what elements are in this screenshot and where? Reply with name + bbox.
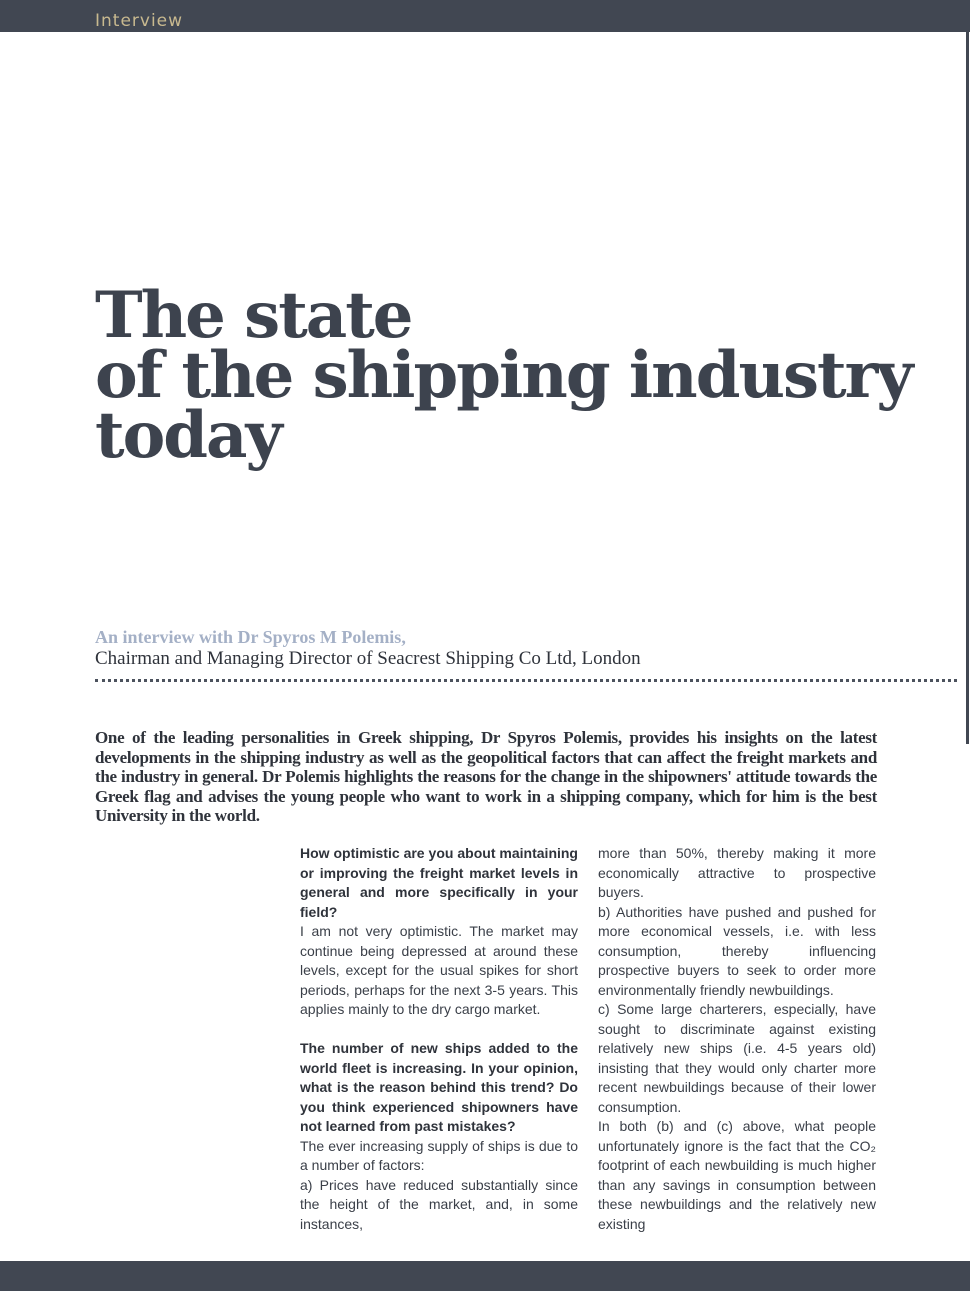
- body-column-2: [598, 844, 876, 1234]
- bottom-footer-bar: [0, 1261, 970, 1291]
- answer: a) Prices have reduced substantially since the height of the market, and, in some instances,: [300, 1176, 578, 1232]
- section-label: Interview: [95, 11, 184, 31]
- answer: In both (b) and (c) above, what people unfortunately ignore is the fact that the CO₂ footprint of each newbuilding is much higher than any savings in consumption between these newbuildings and the relatively new existing: [598, 1118, 876, 1232]
- answer: The ever increasing supply of ships is due to a number of factors:: [300, 1137, 578, 1173]
- question: The number of new ships added to the world fleet is increasing. In your opinion, what is the reason behind this trend? Do you think experienced shipowners have not learned from past mistakes?: [300, 1040, 578, 1134]
- answer: more than 50%, thereby making it more economically attractive to prospective buyers.: [598, 845, 876, 900]
- question: How optimistic are you about maintaining or improving the freight market levels in general and more specifically in your field?: [300, 845, 578, 920]
- right-edge-rule: [966, 32, 969, 744]
- answer: b) Authorities have pushed and pushed for more economical vessels, i.e. with less consumption, thereby influencing prospective buyers to seek to order more environmentally friendly newbuildings.: [598, 903, 876, 998]
- dotted-divider: [95, 679, 957, 682]
- article-title: [95, 278, 912, 473]
- answer: c) Some large charterers, especially, have sought to discriminate against existing relatively new ships (i.e. 4-5 years old) insisting that they would only charter more recent newbuildings because of their lower consumption.: [598, 1001, 876, 1115]
- byline: [95, 626, 641, 670]
- interviewee-name: An interview with Dr Spyros M Polemis,: [95, 627, 406, 647]
- title-line: today: [95, 398, 281, 473]
- body-column-1: [300, 844, 578, 1234]
- interviewee-role: Chairman and Managing Director of Seacrest Shipping Co Ltd, London: [95, 648, 641, 669]
- answer: I am not very optimistic. The market may continue being depressed at around these levels, except for the usual spikes for short periods, perhaps for the next 3-5 years. This applies mainly to the dry cargo market.: [300, 923, 578, 1017]
- title-line: The state: [95, 278, 412, 353]
- title-line: of the shipping industry: [95, 338, 912, 413]
- standfirst: One of the leading personalities in Greek shipping, Dr Spyros Polemis, provides his insights on the latest developments in the shipping industry as well as the geopolitical factors that can affect the freight markets and the industry in general. Dr Polemis highlights the reasons for the change in the shipowners' attitude towards the Greek flag and advises the young people who want to work in a shipping company, which for him is the best University in the world.: [95, 728, 877, 825]
